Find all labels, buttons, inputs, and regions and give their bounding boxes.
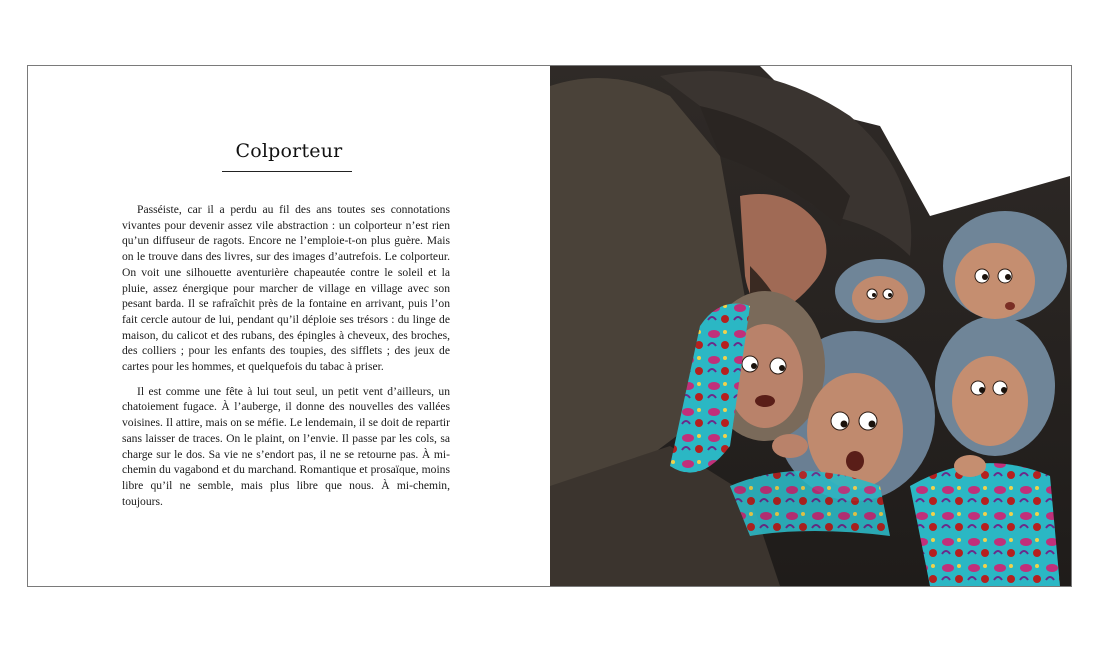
paragraph-2: Il est comme une fête à lui tout seul, un petit vent d’ailleurs, un chatoiement fugace. À l’auberge, il donne des nouvelles des vallées voisines. Il attire, mais on se méfie. Le lendemain, il se doit de repartir sans laisser de traces. On le plaint, on l’envie. Il passe par les cols, sa charge sur le dos. Sa vie ne s’endort pas, il ne se retourne pas. À mi-chemin du vagabond et du marchand. Romantique et prosaïque, moins libre qu’il ne semble, mais plus libre que nous. À mi-chemin, toujours. [122,384,450,508]
page-title: Colporteur [235,140,343,162]
title-underline [222,171,352,172]
illustration-page [550,66,1072,586]
book-spread [27,65,1072,587]
illustration-peddler-and-villagers [550,66,1072,586]
text-page [28,66,550,586]
paragraph-1: Passéiste, car il a perdu au fil des ans toutes ses connotations vivantes pour devenir assez vile abstraction : un colporteur n’est rien qu’un diffuseur de ragots. Encore ne l’emploie-t-on plus guère. Mais on le trouve dans des livres, sur des images d’autrefois. Le colporteur. On voit une silhouette aventurière chapeautée contre le soleil et la pluie, assez énergique pour marcher de village en village avec son pesant barda. Il se rafraîchit près de la fontaine en arrivant, puis l’on fait cercle autour de lui, pendant qu’il déploie ses trésors : du linge de maison, du calicot et des rubans, des épingles à cheveux, des broches, des colliers ; pour les enfants des toupies, des sifflets ; des jeux de cartes pour les hommes, et quelquefois du tabac à priser. [122,203,450,374]
body-text [122,202,450,518]
